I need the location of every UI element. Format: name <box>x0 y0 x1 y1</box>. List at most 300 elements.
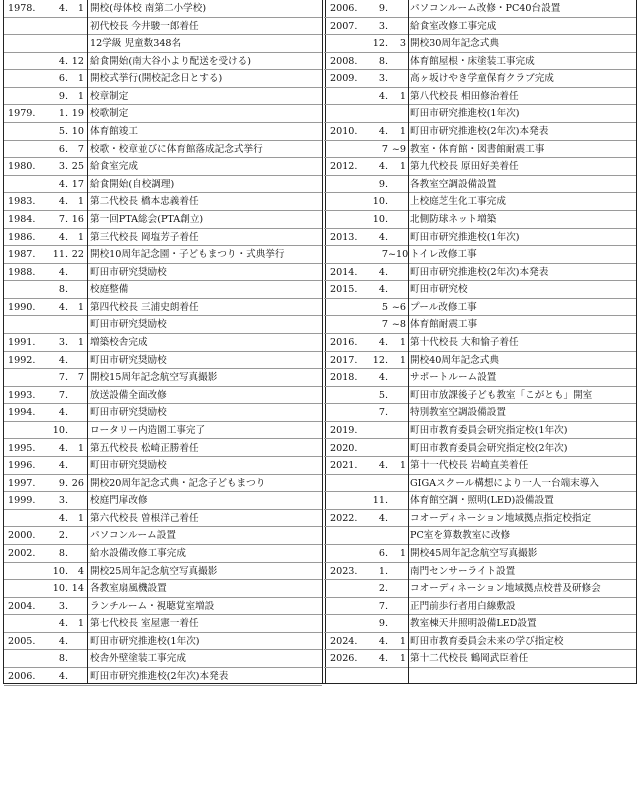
year-cell <box>330 492 368 509</box>
day-cell <box>68 352 84 369</box>
event-cell: プール改修工事 <box>410 301 477 313</box>
event-cell: 特別教室空調設備設置 <box>410 407 506 419</box>
day-cell <box>68 35 84 52</box>
day-cell <box>68 633 84 650</box>
month-cell: 7. <box>58 213 68 225</box>
year-cell: 2009. <box>330 73 358 85</box>
event-cell: 町田市研究奨励校 <box>90 407 167 419</box>
table-row <box>4 53 322 71</box>
day-cell: 3 <box>399 38 406 50</box>
table-row <box>4 176 322 194</box>
day-cell <box>388 422 406 439</box>
table-row <box>324 545 636 563</box>
day-cell <box>68 668 84 685</box>
year-cell: 2016. <box>330 337 358 349</box>
month-cell: 10. <box>372 196 388 208</box>
day-cell: 1 <box>77 90 84 102</box>
month-cell <box>366 422 388 439</box>
event-cell: コオーディネーション地域拠点校普及研修会 <box>410 583 601 595</box>
table-row <box>4 18 322 36</box>
table-row <box>4 545 322 563</box>
event-cell: 正門前歩行者用白線敷設 <box>410 600 516 612</box>
year-cell: 1978. <box>8 3 36 14</box>
table-row <box>324 211 636 229</box>
table-row <box>4 211 322 229</box>
event-cell: コオーディネーション地域拠点指定校指定 <box>410 512 592 524</box>
event-cell: 第七代校長 室屋憲一着任 <box>90 618 199 630</box>
table-row <box>324 650 636 668</box>
table-row <box>324 141 636 159</box>
table-row <box>324 176 636 194</box>
year-cell: 1979. <box>8 108 36 120</box>
day-cell: 1 <box>77 618 84 630</box>
month-cell: 4. <box>58 618 68 630</box>
year-cell <box>330 527 368 544</box>
month-cell: 9. <box>378 618 388 630</box>
day-cell <box>388 70 406 87</box>
table-row <box>324 299 636 317</box>
month-cell: 4. <box>378 460 388 472</box>
event-cell: 上校庭芝生化工事完成 <box>410 196 506 208</box>
day-cell: 1 <box>77 231 84 243</box>
table-row <box>324 158 636 176</box>
month-cell: 4. <box>58 354 68 366</box>
event-cell: 第十代校長 大和愉子着任 <box>410 337 519 349</box>
table-row <box>4 580 322 598</box>
day-cell <box>68 404 84 421</box>
month-cell: 4. <box>58 178 68 190</box>
month-cell: 7. <box>58 389 68 401</box>
left-date-separator <box>87 0 88 684</box>
event-cell: 町田市研究推進校(2年次)本発表 <box>410 126 549 138</box>
day-cell <box>68 545 84 562</box>
day-cell <box>68 598 84 615</box>
table-row <box>4 352 322 370</box>
day-cell: 10 <box>71 126 84 138</box>
month-cell: 10. <box>372 213 388 225</box>
event-cell: 増築校舎完成 <box>90 337 148 349</box>
table-row <box>324 615 636 633</box>
day-cell: 1 <box>77 301 84 313</box>
table-row <box>324 527 636 545</box>
year-cell: 2024. <box>330 635 358 647</box>
month-cell: 4. <box>58 671 68 683</box>
table-row <box>4 369 322 387</box>
event-cell: 第八代校長 相田修治着任 <box>410 90 519 102</box>
event-cell: 町田市教育委員会研究指定校(2年次) <box>410 442 568 454</box>
year-cell: 1983. <box>8 196 36 208</box>
month-cell: 4. <box>58 635 68 647</box>
year-cell <box>330 88 368 105</box>
month-cell <box>366 105 388 122</box>
month-cell: 3. <box>378 20 388 32</box>
table-row <box>324 264 636 282</box>
year-cell <box>8 650 46 667</box>
year-cell <box>8 580 46 597</box>
year-cell: 1993. <box>8 389 36 401</box>
event-cell: 町田市研究推進校(1年次) <box>410 108 520 120</box>
month-cell: 1. <box>378 565 388 577</box>
event-cell: 開校45周年記念航空写真撮影 <box>410 547 538 559</box>
year-cell <box>8 18 46 35</box>
month-cell: 7 <box>381 143 388 155</box>
table-row <box>324 510 636 528</box>
month-cell: 3. <box>378 73 388 85</box>
year-cell: 2018. <box>330 372 358 384</box>
day-cell <box>388 475 406 492</box>
month-cell: 4. <box>58 3 68 14</box>
month-cell: 8. <box>378 55 388 67</box>
year-cell <box>8 615 46 632</box>
event-cell: 初代校長 今井駿一郎着任 <box>90 20 199 32</box>
year-cell <box>8 70 46 87</box>
month-cell: 7 <box>381 319 388 331</box>
day-cell: 1 <box>399 161 406 173</box>
event-cell: 教室棟天井照明設備LED設置 <box>410 618 537 630</box>
event-cell: 町田市研究推進校(1年次) <box>90 635 200 647</box>
month-cell: 4. <box>58 442 68 454</box>
year-cell <box>330 615 368 632</box>
year-cell <box>8 35 46 52</box>
table-row <box>4 246 322 264</box>
event-cell: 体育館耐震工事 <box>410 319 478 331</box>
year-cell: 2000. <box>8 530 36 542</box>
month-cell: 7 <box>381 249 388 261</box>
event-cell: 給水設備改修工事完成 <box>90 547 186 559</box>
day-cell: 1 <box>399 635 406 647</box>
table-row <box>4 105 322 123</box>
year-cell <box>330 299 368 316</box>
year-cell <box>330 246 368 263</box>
table-row <box>4 563 322 581</box>
table-row <box>324 440 636 458</box>
month-cell: 4. <box>58 266 68 278</box>
year-cell: 1992. <box>8 354 36 366</box>
table-row <box>324 422 636 440</box>
day-cell: ~10 <box>388 249 409 261</box>
month-cell: 8. <box>58 547 68 559</box>
table-row <box>324 475 636 493</box>
month-cell: 4. <box>58 196 68 208</box>
event-cell: 開校(母体校 南第二小学校) <box>90 3 207 14</box>
event-cell: サポートルーム設置 <box>410 372 497 384</box>
year-cell: 2012. <box>330 161 358 173</box>
event-cell: 町田市教育委員会未来の学び指定校 <box>410 635 564 647</box>
year-cell: 2019. <box>330 424 358 436</box>
month-cell: 5 <box>381 301 388 313</box>
table-row <box>4 35 322 53</box>
table-row <box>4 299 322 317</box>
table-row <box>324 18 636 36</box>
event-cell: 高ヶ坂けやき学童保育クラブ完成 <box>410 73 554 85</box>
day-cell: 1 <box>77 196 84 208</box>
event-cell: 第二代校長 橋本忠義着任 <box>90 196 199 208</box>
event-cell: 第十一代校長 岩崎直美着任 <box>410 460 529 472</box>
event-cell: 放送設備全面改修 <box>90 389 167 401</box>
year-cell: 1980. <box>8 161 36 173</box>
year-cell <box>8 563 46 580</box>
table-row <box>324 316 636 334</box>
table-row <box>4 475 322 493</box>
event-cell: 第九代校長 原田好美着任 <box>410 161 519 173</box>
day-cell: 1 <box>399 547 406 559</box>
month-cell: 3. <box>58 161 68 173</box>
column-divider <box>322 0 323 684</box>
month-cell <box>48 316 68 333</box>
year-cell <box>330 545 368 562</box>
year-cell <box>8 369 46 386</box>
event-cell: 第一回PTA総会(PTA創立) <box>90 213 204 225</box>
month-cell <box>48 18 68 35</box>
day-cell <box>388 387 406 404</box>
day-cell: ~6 <box>391 301 406 313</box>
year-cell <box>8 422 46 439</box>
table-row <box>4 88 322 106</box>
year-cell <box>330 580 368 597</box>
table-row <box>324 352 636 370</box>
event-cell: 第五代校長 松崎正勝着任 <box>90 442 199 454</box>
event-cell: 校庭整備 <box>90 284 129 296</box>
month-cell: 4. <box>378 266 388 278</box>
month-cell: 10. <box>52 424 68 436</box>
year-cell: 2021. <box>330 460 358 472</box>
month-cell: 4. <box>378 372 388 384</box>
event-cell: 開校10周年記念園・子どもまつり・式典挙行 <box>90 249 285 261</box>
year-cell <box>8 141 46 158</box>
day-cell <box>68 264 84 281</box>
day-cell <box>388 0 406 17</box>
event-cell: 町田市教育委員会研究指定校(1年次) <box>410 424 568 436</box>
year-cell: 1986. <box>8 231 36 243</box>
year-cell: 2022. <box>330 512 358 524</box>
table-row <box>4 387 322 405</box>
event-cell: 給食開始(南大谷小より配送を受ける) <box>90 55 251 67</box>
year-cell <box>330 404 368 421</box>
table-row <box>324 387 636 405</box>
year-cell <box>330 193 368 210</box>
year-cell: 1984. <box>8 213 36 225</box>
event-cell: 第三代校長 岡塩芳子着任 <box>90 231 199 243</box>
event-cell: 給食開始(自校調理) <box>90 178 175 190</box>
month-cell: 12. <box>372 354 388 366</box>
year-cell <box>330 176 368 193</box>
table-row <box>324 492 636 510</box>
event-cell: 町田市研究奨励校 <box>90 319 167 331</box>
day-cell: 14 <box>71 583 84 595</box>
month-cell: 7. <box>58 372 68 384</box>
day-cell: 1 <box>399 460 406 472</box>
year-cell: 2026. <box>330 653 358 665</box>
table-row <box>4 123 322 141</box>
year-cell <box>330 141 368 158</box>
day-cell <box>388 510 406 527</box>
event-cell: 体育館屋根・床塗装工事完成 <box>410 55 535 67</box>
month-cell: 6. <box>378 547 388 559</box>
table-row <box>4 440 322 458</box>
event-cell: 校庭門扉改修 <box>90 495 148 507</box>
month-cell: 12. <box>372 38 388 50</box>
event-cell: 開校25周年記念航空写真撮影 <box>90 565 218 577</box>
month-cell: 4. <box>58 460 68 472</box>
month-cell: 11. <box>52 249 68 261</box>
month-cell: 8. <box>58 284 68 296</box>
table-row <box>4 422 322 440</box>
month-cell: 3. <box>58 600 68 612</box>
month-cell: 4. <box>378 231 388 243</box>
day-cell: 26 <box>71 477 84 489</box>
month-cell: 4. <box>378 653 388 665</box>
year-cell <box>8 123 46 140</box>
day-cell <box>68 527 84 544</box>
table-row <box>4 510 322 528</box>
month-cell: 9. <box>378 178 388 190</box>
table-row <box>324 633 636 651</box>
table-row <box>324 281 636 299</box>
year-cell <box>330 316 368 333</box>
year-cell: 1991. <box>8 337 36 349</box>
month-cell: 3. <box>58 337 68 349</box>
event-cell: 体育館竣工 <box>90 126 138 138</box>
table-row <box>324 105 636 123</box>
event-cell: ランチルーム・視聴覚室増設 <box>90 600 215 612</box>
month-cell <box>48 35 68 52</box>
table-row <box>324 88 636 106</box>
day-cell: ~8 <box>391 319 406 331</box>
table-row <box>4 633 322 651</box>
event-cell: PC室を算数教室に改修 <box>410 530 511 542</box>
day-cell <box>388 404 406 421</box>
month-cell: 8. <box>58 653 68 665</box>
month-cell: 7. <box>378 600 388 612</box>
table-row <box>324 70 636 88</box>
event-cell: 町田市研究推進校(1年次) <box>410 231 520 243</box>
month-cell: 5. <box>378 389 388 401</box>
day-cell <box>388 369 406 386</box>
day-cell <box>388 229 406 246</box>
event-cell: 開校式挙行(開校記念日とする) <box>90 73 223 85</box>
event-cell: 校歌・校章並びに体育館落成記念式挙行 <box>90 143 263 155</box>
event-cell: パソコンルーム改修・PC40台設置 <box>410 3 561 14</box>
month-cell: 4. <box>58 55 68 67</box>
month-cell <box>366 475 388 492</box>
day-cell: 12 <box>71 55 84 67</box>
year-cell <box>8 510 46 527</box>
day-cell: 16 <box>71 213 84 225</box>
day-cell <box>388 264 406 281</box>
day-cell: 7 <box>77 143 84 155</box>
month-cell: 4. <box>378 512 388 524</box>
table-row <box>4 141 322 159</box>
month-cell: 9. <box>58 477 68 489</box>
table-row <box>4 158 322 176</box>
month-cell: 4. <box>378 126 388 138</box>
table-row <box>324 123 636 141</box>
day-cell <box>388 580 406 597</box>
month-cell: 9. <box>378 3 388 14</box>
table-row <box>324 193 636 211</box>
event-cell: 開校40周年記念式典 <box>410 354 499 366</box>
event-cell: 町田市研究校 <box>410 284 468 296</box>
year-cell: 2002. <box>8 547 36 559</box>
year-cell: 2015. <box>330 284 358 296</box>
table-row <box>4 598 322 616</box>
event-cell: 町田市放課後子ども教室「こがとも」開室 <box>410 389 593 401</box>
day-cell <box>388 440 406 457</box>
event-cell: 町田市研究奨励校 <box>90 266 167 278</box>
year-cell: 1999. <box>8 495 36 507</box>
table-row <box>324 334 636 352</box>
month-cell: 2. <box>378 583 388 595</box>
table-row <box>4 457 322 475</box>
month-cell: 4. <box>378 284 388 296</box>
event-cell: 各教室空調設備設置 <box>410 178 497 190</box>
day-cell: 19 <box>71 108 84 120</box>
event-cell: 第十二代校長 鶴岡武臣着任 <box>410 653 529 665</box>
event-cell: 12学級 児童数348名 <box>90 38 182 50</box>
table-row <box>324 0 636 18</box>
year-cell: 1990. <box>8 301 36 313</box>
year-cell <box>330 475 368 492</box>
year-cell <box>8 53 46 70</box>
table-row <box>4 650 322 668</box>
day-cell: 1 <box>399 337 406 349</box>
table-row <box>4 334 322 352</box>
event-cell: 校歌制定 <box>90 108 129 120</box>
day-cell <box>388 176 406 193</box>
month-cell: 6. <box>58 143 68 155</box>
month-cell: 5. <box>58 126 68 138</box>
year-cell <box>330 211 368 228</box>
month-cell <box>366 527 388 544</box>
table-row <box>324 35 636 53</box>
day-cell: 22 <box>71 249 84 261</box>
day-cell <box>388 18 406 35</box>
year-cell <box>330 598 368 615</box>
table-row <box>4 615 322 633</box>
table-row <box>324 53 636 71</box>
right-date-separator <box>408 0 409 684</box>
year-cell <box>330 35 368 52</box>
month-cell: 1. <box>58 108 68 120</box>
year-cell: 2008. <box>330 55 358 67</box>
event-cell: 町田市研究奨励校 <box>90 460 167 472</box>
year-cell <box>8 176 46 193</box>
year-cell: 2013. <box>330 231 358 243</box>
year-cell <box>330 105 368 122</box>
day-cell: 1 <box>399 90 406 102</box>
month-cell: 4. <box>378 90 388 102</box>
month-cell: 4. <box>378 161 388 173</box>
table-row <box>324 598 636 616</box>
table-row <box>4 229 322 247</box>
day-cell <box>68 18 84 35</box>
year-cell: 2010. <box>330 126 358 138</box>
event-cell: 南門センサーライト設置 <box>410 565 516 577</box>
event-cell: パソコンルーム設置 <box>90 530 176 542</box>
year-cell: 1997. <box>8 477 36 489</box>
event-cell: 町田市研究奨励校 <box>90 354 167 366</box>
year-cell: 1988. <box>8 266 36 278</box>
table-row <box>4 316 322 334</box>
day-cell <box>68 492 84 509</box>
day-cell: ~9 <box>391 143 406 155</box>
year-cell: 2023. <box>330 565 358 577</box>
event-cell: 開校30周年記念式典 <box>410 38 499 50</box>
month-cell: 6. <box>58 73 68 85</box>
year-cell: 2006. <box>8 671 36 683</box>
month-cell: 10. <box>52 583 68 595</box>
year-cell: 1996. <box>8 460 36 472</box>
